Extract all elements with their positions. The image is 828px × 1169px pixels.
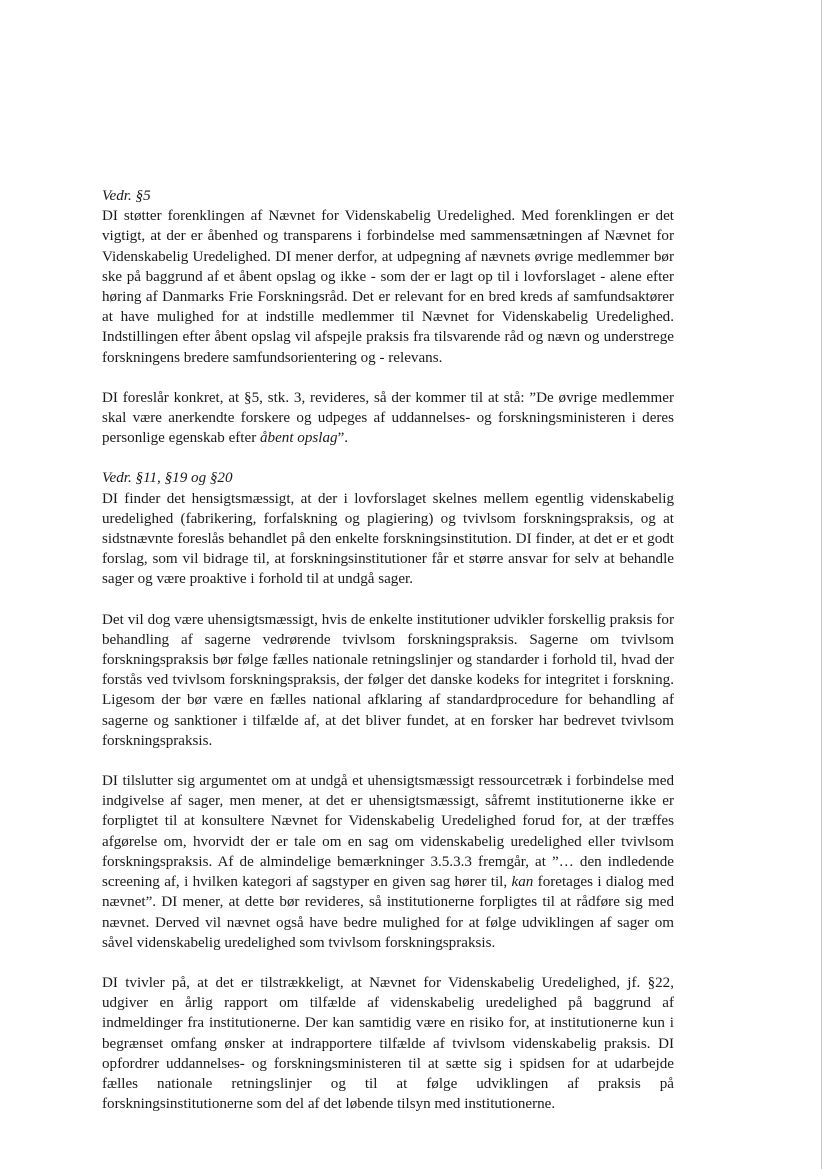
paragraph-gap [102, 590, 674, 610]
paragraph-11-2: Det vil dog være uhensigtsmæssigt, hvis de enkelte institutioner udvikler forskellig praksis for behandling af sagerne vedrørende tvivlsom forskningspraksis. Sagerne om tvivlsom forskningspraksis bør følge fælles nationale retningslinjer og standarder i forhold til, hvad der forstås ved tvivlsom forskningspraksis, der følger det danske kodeks for integritet i forskning. Ligesom der bør være en fælles national afklaring af standardprocedure for behandling af sagerne og sanktioner i tilfælde af, at det bliver fundet, at en forsker har bedrevet tvivlsom forskningspraksis. [102, 611, 674, 749]
section-heading-11-19-20: Vedr. §11, §19 og §20 [102, 470, 233, 487]
paragraph-gap [102, 751, 674, 771]
paragraph-gap [102, 953, 674, 973]
paragraph-5-1: DI støtter forenklingen af Nævnet for Videnskabelig Uredelighed. Med forenklingen er det vigtigt, at der er åbenhed og transparens i forbindelse med sammensætningen af Nævnet for Videnskabelig Uredelighed. DI mener derfor, at udpegning af nævnets øvrige medlemmer bør ske på baggrund af et åbent opslag og ikke - som der er lagt op til i lovforslaget - alene efter høring af Danmarks Frie Forskningsråd. Det er relevant for en bred kreds af samfundsaktører at have mulighed for at indstille medlemmer til Nævnet for Videnskabelig Uredelighed. Indstillingen efter åbent opslag vil afspejle praksis fra tilsvarende råd og nævn og understrege forskningens bredere samfundsorientering og - relevans. [102, 208, 674, 366]
document-page [102, 186, 674, 1114]
page-edge-line [821, 0, 822, 1169]
paragraph-gap [102, 368, 674, 388]
paragraph-11-3 [102, 771, 674, 953]
section-heading-5: Vedr. §5 [102, 188, 151, 204]
paragraph-gap [102, 448, 674, 468]
paragraph-11-3-tail: foretages i dialog med nævnet”. DI mener, at dette bør revideres, så institutionerne forpligtes til at rådføre sig med nævnet. Derved vil nævnet også have bedre mulighed for at følge udviklingen af sager om såvel videnskabelig uredelighed som tvivlsom forskningspraksis. [102, 874, 674, 951]
paragraph-5-2-text: DI foreslår konkret, at §5, stk. 3, revideres, så der kommer til at stå: ”De øvrige medlemmer skal være anerkendte forskere og udpeges af uddannelses- og forskningsministeren i deres personlige egenskab efter [102, 389, 674, 447]
paragraph-11-3-text: DI tilslutter sig argumentet om at undgå et uhensigtsmæssigt ressourcetræk i forbindelse med indgivelse af sager, men mener, at det er uhensigtsmæssigt, såfremt institutionerne ikke er forpligtet til at konsultere Nævnet for Videnskabelig Uredelighed forud for, at der træffes afgørelse om, hvorvidt der er tale om en sag om videnskabelig uredelighed eller tvivlsom forskningspraksis. Af de almindelige bemærkninger 3.5.3.3 fremgår, at ”… den indledende screening af, i hvilken kategori af sagstyper en given sag hører til, [102, 773, 674, 891]
paragraph-5-2 [102, 388, 674, 449]
paragraph-11-4: DI tvivler på, at det er tilstrækkeligt, at Nævnet for Videnskabelig Uredelighed, jf. §22, udgiver en årlig rapport om tilfælde af videnskabelig uredelighed på baggrund af indmeldinger fra institutionerne. Der kan samtidig være en risiko for, at institutionerne kun i begrænset omfang ønsker at indrapportere tilfælde af tvivlsom videnskabelig praksis. DI opfordrer uddannelses- og forskningsministeren til at sætte sig i spidsen for at udarbejde fælles nationale retningslinjer og til at følge udviklingen af praksis på forskningsinstitutionerne som del af det løbende tilsyn med institutionerne. [102, 974, 674, 1113]
paragraph-5-2-tail: ”. [337, 430, 349, 447]
paragraph-5-2-emphasis: åbent opslag [260, 430, 338, 447]
paragraph-11-3-emphasis: kan [511, 874, 534, 891]
paragraph-11-1: DI finder det hensigtsmæssigt, at der i lovforslaget skelnes mellem egentlig videnskabelig uredelighed (fabrikering, forfalskning og plagiering) og tvivlsom forskningspraksis, og at sidstnævnte foreslås behandlet på den enkelte forskningsinstitution. DI finder, at det er et godt forslag, som vil bidrage til, at forskningsinstitutioner får et større ansvar for selv at behandle sager og være proaktive i forhold til at undgå sager. [102, 490, 674, 588]
